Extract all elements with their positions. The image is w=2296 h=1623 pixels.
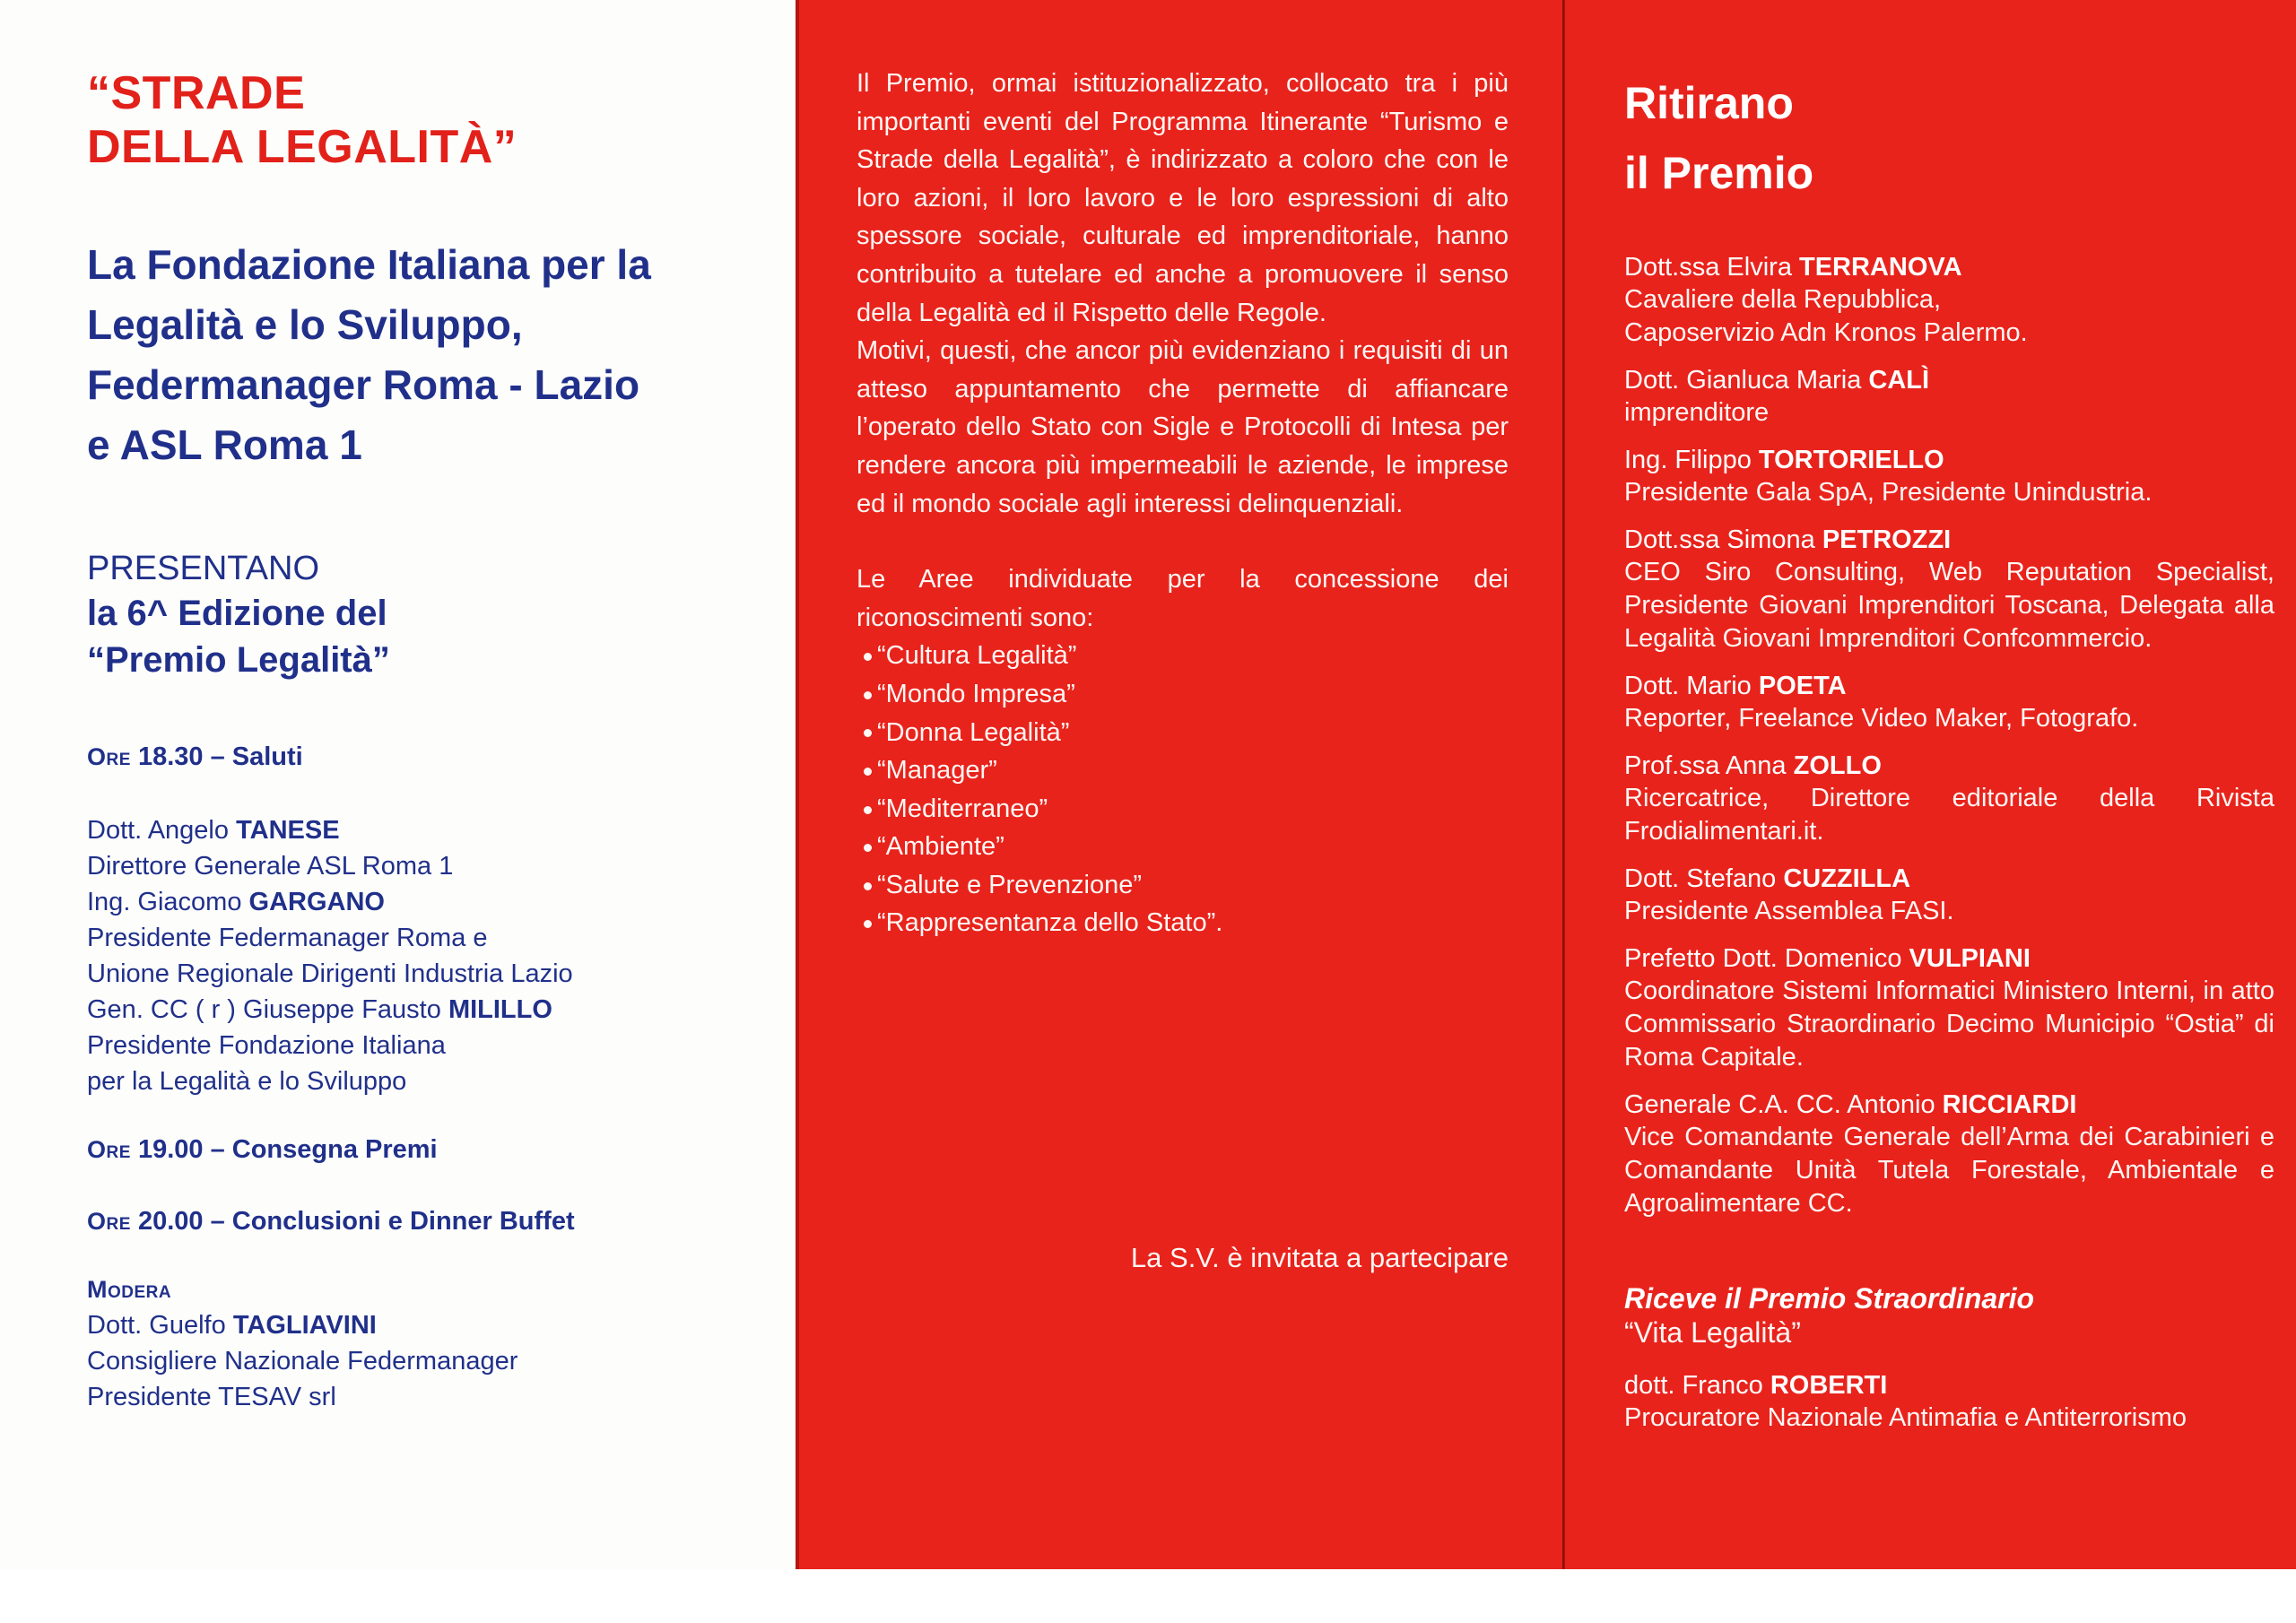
schedule-text: 19.00 – Consegna Premi	[130, 1135, 438, 1164]
bullet-icon	[864, 844, 872, 852]
bullet-icon	[864, 920, 872, 928]
area-item	[864, 751, 1509, 790]
edition-line: la 6^ Edizione del	[87, 594, 387, 633]
recipient-item	[1624, 670, 2274, 735]
schedule-conclusioni	[87, 1203, 760, 1239]
area-item	[864, 904, 1509, 942]
speaker-surname: MILILLO	[448, 995, 552, 1024]
recipients-heading-line: il Premio	[1624, 148, 1814, 198]
moderator-surname: TAGLIAVINI	[232, 1311, 377, 1340]
recipient-role: Cavaliere della Repubblica,	[1624, 285, 1942, 314]
main-title-line: “STRADE	[87, 67, 306, 119]
bullet-icon	[864, 806, 872, 814]
schedule-consegna	[87, 1132, 760, 1167]
recipients-list	[1624, 251, 2274, 1220]
recipient-item	[1624, 1089, 2274, 1220]
recipient-role: Presidente Assemblea FASI.	[1624, 897, 1954, 925]
recipient-prefix: Dott. Stefano	[1624, 864, 1784, 893]
schedule-text: 18.30 – Saluti	[130, 742, 303, 771]
paragraph-gap	[857, 523, 1509, 560]
recipient-role: Vice Comandante Generale dell’Arma dei Carabinieri e Comandante Unità Tutela Forestale, Ambientale e Agroalimentare CC.	[1624, 1123, 2274, 1218]
recipient-surname: TORTORIELLO	[1758, 446, 1944, 474]
recipient-role: Reporter, Freelance Video Maker, Fotografo.	[1624, 704, 2139, 733]
recipient-name	[1624, 251, 2274, 283]
recipient-item	[1624, 750, 2274, 848]
recipients-heading-line: Ritirano	[1624, 78, 1794, 128]
recipient-name	[1624, 444, 2274, 476]
speaker-item	[87, 812, 760, 884]
recipient-surname: CUZZILLA	[1783, 864, 1911, 893]
recipient-prefix: Generale C.A. CC. Antonio	[1624, 1090, 1943, 1119]
organizers-title	[87, 235, 760, 475]
special-award-label: Riceve il Premio Straordinario	[1624, 1282, 2035, 1315]
moderator-role: Consigliere Nazionale Federmanager	[87, 1347, 518, 1376]
recipient-name	[1624, 1369, 2274, 1402]
recipient-prefix: Dott.ssa Elvira	[1624, 253, 1799, 282]
recipient-surname: CALÌ	[1868, 366, 1930, 395]
area-item	[864, 637, 1509, 675]
recipient-surname: PETROZZI	[1822, 525, 1952, 554]
bullet-icon	[864, 653, 872, 661]
organizers-line: Legalità e lo Sviluppo,	[87, 301, 523, 348]
recipient-name	[1624, 1089, 2274, 1121]
organizers-line: La Fondazione Italiana per la	[87, 241, 651, 288]
area-label: “Ambiente”	[877, 832, 1004, 862]
recipient-item	[1624, 524, 2274, 655]
area-item	[864, 714, 1509, 752]
area-label: “Mondo Impresa”	[877, 679, 1075, 708]
area-label: “Mediterraneo”	[877, 794, 1048, 823]
recipient-prefix: dott. Franco	[1624, 1371, 1770, 1400]
area-item	[864, 790, 1509, 829]
speaker-role: per la Legalità e lo Sviluppo	[87, 1067, 407, 1096]
organizers-line: Federmanager Roma - Lazio	[87, 361, 640, 408]
speaker-name	[87, 992, 760, 1028]
recipient-name	[1624, 750, 2274, 782]
recipient-role: Presidente Gala SpA, Presidente Unindustria.	[1624, 478, 2152, 507]
left-panel	[0, 0, 796, 1569]
areas-list	[857, 637, 1509, 942]
recipient-name	[1624, 863, 2274, 895]
area-item	[864, 828, 1509, 866]
area-label: “Cultura Legalità”	[877, 641, 1077, 671]
edition-title	[87, 590, 760, 683]
moderator-name	[87, 1307, 760, 1343]
areas-intro: Le Aree individuate per la concessione dei riconoscimenti sono:	[857, 565, 1509, 632]
recipient-prefix: Dott.ssa Simona	[1624, 525, 1822, 554]
bullet-icon	[864, 729, 872, 737]
organizers-line: e ASL Roma 1	[87, 421, 362, 468]
recipient-prefix: Prof.ssa Anna	[1624, 751, 1794, 780]
recipient-role: imprenditore	[1624, 398, 1770, 427]
recipient-prefix: Ing. Filippo	[1624, 446, 1759, 474]
recipients-heading	[1624, 68, 2274, 208]
bullet-icon	[864, 768, 872, 776]
ore-label: Ore	[87, 1136, 131, 1163]
recipient-name	[1624, 364, 2274, 396]
fold-line	[1562, 0, 1564, 1569]
recipient-surname: POETA	[1758, 672, 1847, 700]
bottom-margin	[0, 1569, 2296, 1623]
speakers-list	[87, 812, 760, 1099]
recipient-surname: ROBERTI	[1770, 1371, 1888, 1400]
speaker-prefix: Ing. Giacomo	[87, 888, 249, 916]
recipient-role: Caposervizio Adn Kronos Palermo.	[1624, 318, 2028, 347]
moderator-role: Presidente TESAV srl	[87, 1383, 336, 1411]
area-label: “Rappresentanza dello Stato”.	[877, 908, 1223, 938]
ore-label: Ore	[87, 1208, 131, 1235]
area-item	[864, 866, 1509, 905]
main-title	[87, 66, 760, 174]
speaker-role: Presidente Federmanager Roma e	[87, 924, 488, 952]
recipient-surname: VULPIANI	[1909, 944, 2031, 973]
area-label: “Donna Legalità”	[877, 717, 1070, 747]
schedule-text: 20.00 – Conclusioni e Dinner Buffet	[130, 1207, 575, 1236]
speaker-item	[87, 992, 760, 1099]
recipient-item	[1624, 444, 2274, 509]
description-paragraph: Motivi, questi, che ancor più evidenziano i requisiti di un atteso appuntamento che permette di affiancare l’operato dello Stato con Sigle e Protocolli di Intesa per rendere ancora più impermeabili le aziende, le imprese ed il mondo sociale agli interessi delinquenziali.	[857, 336, 1509, 518]
special-recipient	[1624, 1369, 2274, 1435]
area-label: “Manager”	[877, 756, 997, 785]
recipient-name	[1624, 670, 2274, 702]
recipient-prefix: Prefetto Dott. Domenico	[1624, 944, 1909, 973]
moderator-prefix: Dott. Guelfo	[87, 1311, 233, 1340]
recipient-item	[1624, 364, 2274, 430]
right-panel	[1562, 0, 2296, 1569]
speaker-prefix: Gen. CC ( r ) Giuseppe Fausto	[87, 995, 448, 1024]
area-label: “Salute e Prevenzione”	[877, 870, 1142, 899]
recipient-role: Coordinatore Sistemi Informatici Ministero Interni, in atto Commissario Straordinario Decimo Municipio “Ostia” di Roma Capitale.	[1624, 976, 2274, 1072]
recipient-item	[1624, 942, 2274, 1074]
area-item	[864, 675, 1509, 714]
recipient-item	[1624, 251, 2274, 350]
speaker-role: Unione Regionale Dirigenti Industria Lazio	[87, 959, 573, 988]
schedule-saluti	[87, 739, 760, 775]
recipient-surname: TERRANOVA	[1799, 253, 1962, 282]
present-label: PRESENTANO	[87, 550, 320, 587]
speaker-item	[87, 884, 760, 992]
recipient-name	[1624, 524, 2274, 556]
recipient-role: Procuratore Nazionale Antimafia e Antiterrorismo	[1624, 1403, 2187, 1432]
moderator-label	[87, 1271, 760, 1307]
speaker-name	[87, 884, 760, 920]
ore-label: Ore	[87, 743, 131, 770]
recipient-surname: ZOLLO	[1793, 751, 1882, 780]
moderator-block	[87, 1271, 760, 1415]
bullet-icon	[864, 691, 872, 699]
speaker-surname: TANESE	[236, 816, 340, 845]
recipient-item	[1624, 863, 2274, 928]
edition-line: “Premio Legalità”	[87, 640, 390, 680]
recipient-name	[1624, 942, 2274, 975]
speaker-prefix: Dott. Angelo	[87, 816, 237, 845]
recipient-role: CEO Siro Consulting, Web Reputation Specialist, Presidente Giovani Imprenditori Toscana, Delegata alla Legalità Giovani Imprenditori Confcommercio.	[1624, 558, 2274, 653]
special-award-name: “Vita Legalità”	[1624, 1316, 1801, 1349]
speaker-surname: GARGANO	[248, 888, 385, 916]
speaker-name	[87, 812, 760, 848]
recipient-surname: RICCIARDI	[1942, 1090, 2077, 1119]
speaker-role: Direttore Generale ASL Roma 1	[87, 852, 454, 881]
main-title-line: DELLA LEGALITÀ”	[87, 121, 517, 173]
recipient-prefix: Dott. Mario	[1624, 672, 1759, 700]
bullet-icon	[864, 882, 872, 890]
invitation-text: La S.V. è invitata a partecipare	[1130, 1242, 1509, 1273]
recipient-role: Ricercatrice, Direttore editoriale della Rivista Frodialimentari.it.	[1624, 784, 2274, 846]
speaker-role: Presidente Fondazione Italiana	[87, 1031, 446, 1060]
moderator-label-text: Modera	[87, 1276, 172, 1303]
middle-panel	[796, 0, 1562, 1569]
recipient-prefix: Dott. Gianluca Maria	[1624, 366, 1869, 395]
description-paragraph: Il Premio, ormai istituzionalizzato, collocato tra i più importanti eventi del Programma Itinerante “Turismo e Strade della Legalità”, è indirizzato a coloro che con le loro azioni, il loro lavoro e le loro espressioni di alto spessore sociale, culturale ed imprenditoriale, hanno contribuito a tutelare ed anche a promuovere il senso della Legalità ed il Rispetto delle Regole.	[857, 69, 1509, 327]
